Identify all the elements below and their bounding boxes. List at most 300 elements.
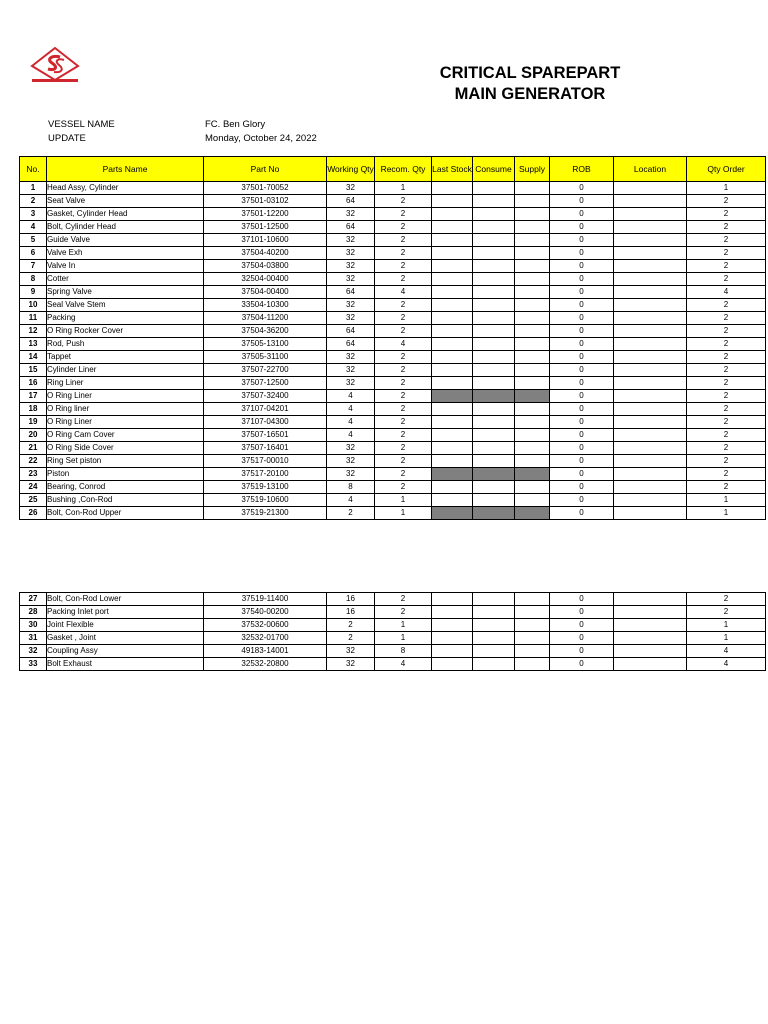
cell-recom-qty: 2 <box>375 351 432 364</box>
cell-qty-order: 1 <box>687 182 766 195</box>
cell-part-no: 37507-12500 <box>204 377 327 390</box>
cell-consume <box>473 312 515 325</box>
cell-supply <box>515 619 550 632</box>
col-header-consume: Consume <box>473 157 515 182</box>
cell-part-no: 37504-03800 <box>204 260 327 273</box>
cell-qty-order: 2 <box>687 221 766 234</box>
cell-last-stock <box>432 593 473 606</box>
cell-location <box>614 351 687 364</box>
table-row <box>20 208 766 221</box>
cell-location <box>614 632 687 645</box>
cell-qty-order: 2 <box>687 312 766 325</box>
cell-part-no: 37505-31100 <box>204 351 327 364</box>
cell-rob: 0 <box>550 593 614 606</box>
cell-consume <box>473 468 515 481</box>
cell-recom-qty: 4 <box>375 658 432 671</box>
cell-part-no: 37501-70052 <box>204 182 327 195</box>
cell-consume <box>473 455 515 468</box>
cell-location <box>614 325 687 338</box>
document-subtitle: MAIN GENERATOR <box>454 85 606 103</box>
update-value: Monday, October 24, 2022 <box>205 133 317 144</box>
cell-last-stock <box>432 507 473 520</box>
cell-consume <box>473 299 515 312</box>
cell-last-stock <box>432 658 473 671</box>
cell-rob: 0 <box>550 234 614 247</box>
cell-part-no: 37507-16501 <box>204 429 327 442</box>
cell-rob: 0 <box>550 645 614 658</box>
cell-parts-name: Bearing, Conrod <box>47 481 204 494</box>
cell-working-qty: 32 <box>327 260 375 273</box>
cell-working-qty: 16 <box>327 593 375 606</box>
cell-last-stock <box>432 312 473 325</box>
cell-location <box>614 455 687 468</box>
cell-consume <box>473 338 515 351</box>
cell-working-qty: 32 <box>327 182 375 195</box>
cell-recom-qty: 2 <box>375 312 432 325</box>
cell-working-qty: 4 <box>327 429 375 442</box>
cell-rob: 0 <box>550 632 614 645</box>
cell-consume <box>473 442 515 455</box>
cell-no: 28 <box>20 606 47 619</box>
cell-last-stock <box>432 260 473 273</box>
cell-working-qty: 32 <box>327 455 375 468</box>
cell-qty-order: 2 <box>687 325 766 338</box>
cell-qty-order: 2 <box>687 377 766 390</box>
table-header-row <box>20 157 766 182</box>
cell-working-qty: 8 <box>327 481 375 494</box>
cell-location <box>614 606 687 619</box>
cell-part-no: 49183-14001 <box>204 645 327 658</box>
cell-part-no: 37107-04300 <box>204 416 327 429</box>
cell-last-stock <box>432 234 473 247</box>
cell-no: 21 <box>20 442 47 455</box>
table-row <box>20 403 766 416</box>
cell-location <box>614 416 687 429</box>
cell-qty-order: 2 <box>687 234 766 247</box>
cell-consume <box>473 632 515 645</box>
cell-consume <box>473 208 515 221</box>
cell-supply <box>515 286 550 299</box>
cell-consume <box>473 351 515 364</box>
cell-working-qty: 32 <box>327 351 375 364</box>
cell-recom-qty: 8 <box>375 645 432 658</box>
cell-rob: 0 <box>550 299 614 312</box>
cell-rob: 0 <box>550 507 614 520</box>
cell-no: 31 <box>20 632 47 645</box>
cell-part-no: 37519-10600 <box>204 494 327 507</box>
cell-last-stock <box>432 468 473 481</box>
cell-working-qty: 32 <box>327 442 375 455</box>
cell-working-qty: 2 <box>327 507 375 520</box>
col-header-rob: ROB <box>550 157 614 182</box>
cell-no: 26 <box>20 507 47 520</box>
cell-qty-order: 2 <box>687 338 766 351</box>
cell-working-qty: 2 <box>327 619 375 632</box>
cell-consume <box>473 416 515 429</box>
cell-parts-name: Rod, Push <box>47 338 204 351</box>
cell-recom-qty: 2 <box>375 208 432 221</box>
cell-parts-name: Bolt, Con-Rod Upper <box>47 507 204 520</box>
cell-location <box>614 247 687 260</box>
cell-no: 7 <box>20 260 47 273</box>
cell-supply <box>515 645 550 658</box>
table-row <box>20 247 766 260</box>
table-row <box>20 442 766 455</box>
cell-no: 19 <box>20 416 47 429</box>
cell-qty-order: 2 <box>687 403 766 416</box>
cell-location <box>614 260 687 273</box>
cell-parts-name: O Ring Cam Cover <box>47 429 204 442</box>
cell-rob: 0 <box>550 208 614 221</box>
cell-working-qty: 32 <box>327 377 375 390</box>
cell-location <box>614 442 687 455</box>
cell-qty-order: 1 <box>687 507 766 520</box>
cell-recom-qty: 2 <box>375 390 432 403</box>
cell-no: 27 <box>20 593 47 606</box>
cell-no: 1 <box>20 182 47 195</box>
table-row <box>20 377 766 390</box>
cell-consume <box>473 273 515 286</box>
cell-recom-qty: 2 <box>375 299 432 312</box>
cell-no: 2 <box>20 195 47 208</box>
cell-supply <box>515 351 550 364</box>
cell-consume <box>473 619 515 632</box>
cell-recom-qty: 1 <box>375 632 432 645</box>
cell-recom-qty: 4 <box>375 338 432 351</box>
cell-working-qty: 64 <box>327 221 375 234</box>
cell-location <box>614 403 687 416</box>
cell-last-stock <box>432 606 473 619</box>
cell-part-no: 37505-13100 <box>204 338 327 351</box>
cell-consume <box>473 494 515 507</box>
cell-qty-order: 2 <box>687 195 766 208</box>
cell-part-no: 37507-16401 <box>204 442 327 455</box>
table-row <box>20 182 766 195</box>
cell-recom-qty: 2 <box>375 247 432 260</box>
cell-no: 15 <box>20 364 47 377</box>
table-row <box>20 221 766 234</box>
cell-qty-order: 2 <box>687 390 766 403</box>
cell-working-qty: 64 <box>327 286 375 299</box>
cell-no: 30 <box>20 619 47 632</box>
cell-supply <box>515 429 550 442</box>
document-title: CRITICAL SPAREPART <box>439 64 621 82</box>
cell-working-qty: 64 <box>327 338 375 351</box>
table-row <box>20 325 766 338</box>
cell-qty-order: 2 <box>687 429 766 442</box>
cell-rob: 0 <box>550 312 614 325</box>
cell-consume <box>473 606 515 619</box>
cell-supply <box>515 507 550 520</box>
cell-recom-qty: 2 <box>375 481 432 494</box>
cell-parts-name: Guide Valve <box>47 234 204 247</box>
cell-supply <box>515 260 550 273</box>
cell-parts-name: Spring Valve <box>47 286 204 299</box>
cell-rob: 0 <box>550 455 614 468</box>
cell-rob: 0 <box>550 325 614 338</box>
table-row <box>20 195 766 208</box>
cell-recom-qty: 2 <box>375 377 432 390</box>
spareparts-table <box>19 156 766 520</box>
cell-last-stock <box>432 632 473 645</box>
cell-part-no: 37507-32400 <box>204 390 327 403</box>
cell-supply <box>515 593 550 606</box>
cell-part-no: 33504-10300 <box>204 299 327 312</box>
cell-working-qty: 4 <box>327 416 375 429</box>
cell-part-no: 37540-00200 <box>204 606 327 619</box>
cell-rob: 0 <box>550 481 614 494</box>
table-row <box>20 416 766 429</box>
cell-part-no: 32532-01700 <box>204 632 327 645</box>
cell-rob: 0 <box>550 494 614 507</box>
cell-supply <box>515 390 550 403</box>
cell-part-no: 37504-36200 <box>204 325 327 338</box>
cell-last-stock <box>432 494 473 507</box>
cell-no: 5 <box>20 234 47 247</box>
cell-supply <box>515 247 550 260</box>
col-header-recom-qty: Recom. Qty <box>375 157 432 182</box>
cell-working-qty: 16 <box>327 606 375 619</box>
cell-qty-order: 2 <box>687 416 766 429</box>
cell-part-no: 37501-12500 <box>204 221 327 234</box>
cell-rob: 0 <box>550 658 614 671</box>
vessel-name-label: VESSEL NAME <box>48 119 115 130</box>
cell-last-stock <box>432 455 473 468</box>
cell-consume <box>473 364 515 377</box>
cell-last-stock <box>432 273 473 286</box>
cell-supply <box>515 208 550 221</box>
cell-qty-order: 2 <box>687 299 766 312</box>
cell-no: 3 <box>20 208 47 221</box>
cell-working-qty: 32 <box>327 658 375 671</box>
cell-qty-order: 2 <box>687 468 766 481</box>
cell-qty-order: 2 <box>687 260 766 273</box>
cell-working-qty: 32 <box>327 247 375 260</box>
cell-rob: 0 <box>550 338 614 351</box>
cell-location <box>614 299 687 312</box>
cell-supply <box>515 442 550 455</box>
cell-parts-name: Packing <box>47 312 204 325</box>
cell-consume <box>473 377 515 390</box>
cell-supply <box>515 481 550 494</box>
col-header-parts-name: Parts Name <box>47 157 204 182</box>
cell-parts-name: Joint Flexible <box>47 619 204 632</box>
cell-location <box>614 364 687 377</box>
table-row <box>20 606 766 619</box>
table-row <box>20 455 766 468</box>
cell-supply <box>515 494 550 507</box>
cell-part-no: 37517-20100 <box>204 468 327 481</box>
cell-rob: 0 <box>550 377 614 390</box>
cell-location <box>614 273 687 286</box>
cell-qty-order: 2 <box>687 455 766 468</box>
cell-recom-qty: 2 <box>375 234 432 247</box>
cell-last-stock <box>432 299 473 312</box>
cell-no: 24 <box>20 481 47 494</box>
cell-location <box>614 234 687 247</box>
cell-last-stock <box>432 364 473 377</box>
cell-parts-name: Valve Exh <box>47 247 204 260</box>
cell-rob: 0 <box>550 442 614 455</box>
cell-location <box>614 338 687 351</box>
cell-parts-name: Coupling Assy <box>47 645 204 658</box>
cell-qty-order: 2 <box>687 208 766 221</box>
cell-rob: 0 <box>550 468 614 481</box>
cell-recom-qty: 1 <box>375 619 432 632</box>
spareparts-table-continued <box>19 592 766 671</box>
table-row <box>20 507 766 520</box>
table-row <box>20 286 766 299</box>
cell-no: 11 <box>20 312 47 325</box>
cell-recom-qty: 2 <box>375 593 432 606</box>
cell-parts-name: Gasket , Joint <box>47 632 204 645</box>
cell-part-no: 37501-03102 <box>204 195 327 208</box>
cell-last-stock <box>432 645 473 658</box>
cell-consume <box>473 390 515 403</box>
cell-no: 8 <box>20 273 47 286</box>
cell-parts-name: O Ring Rocker Cover <box>47 325 204 338</box>
cell-parts-name: O Ring liner <box>47 403 204 416</box>
cell-no: 18 <box>20 403 47 416</box>
cell-location <box>614 658 687 671</box>
cell-supply <box>515 658 550 671</box>
cell-consume <box>473 325 515 338</box>
cell-qty-order: 2 <box>687 606 766 619</box>
col-header-supply: Supply <box>515 157 550 182</box>
table-row <box>20 593 766 606</box>
cell-rob: 0 <box>550 429 614 442</box>
cell-parts-name: O Ring Liner <box>47 390 204 403</box>
cell-recom-qty: 2 <box>375 403 432 416</box>
cell-working-qty: 64 <box>327 195 375 208</box>
cell-recom-qty: 2 <box>375 606 432 619</box>
cell-no: 20 <box>20 429 47 442</box>
cell-no: 14 <box>20 351 47 364</box>
cell-rob: 0 <box>550 247 614 260</box>
cell-part-no: 37504-40200 <box>204 247 327 260</box>
cell-rob: 0 <box>550 182 614 195</box>
cell-working-qty: 2 <box>327 632 375 645</box>
cell-last-stock <box>432 619 473 632</box>
cell-parts-name: Ring Liner <box>47 377 204 390</box>
cell-last-stock <box>432 286 473 299</box>
cell-working-qty: 32 <box>327 364 375 377</box>
cell-recom-qty: 2 <box>375 455 432 468</box>
cell-last-stock <box>432 325 473 338</box>
cell-last-stock <box>432 442 473 455</box>
cell-qty-order: 2 <box>687 442 766 455</box>
cell-last-stock <box>432 208 473 221</box>
cell-part-no: 37504-11200 <box>204 312 327 325</box>
table-row <box>20 429 766 442</box>
cell-rob: 0 <box>550 364 614 377</box>
cell-parts-name: O Ring Side Cover <box>47 442 204 455</box>
col-header-last-stock: Last Stock <box>432 157 473 182</box>
cell-supply <box>515 455 550 468</box>
cell-location <box>614 377 687 390</box>
cell-last-stock <box>432 481 473 494</box>
cell-working-qty: 32 <box>327 645 375 658</box>
cell-consume <box>473 286 515 299</box>
table-row <box>20 260 766 273</box>
cell-recom-qty: 2 <box>375 364 432 377</box>
cell-supply <box>515 468 550 481</box>
cell-location <box>614 593 687 606</box>
table-row <box>20 312 766 325</box>
cell-parts-name: Ring Set piston <box>47 455 204 468</box>
cell-last-stock <box>432 195 473 208</box>
cell-consume <box>473 507 515 520</box>
cell-location <box>614 390 687 403</box>
update-label: UPDATE <box>48 133 86 144</box>
cell-no: 12 <box>20 325 47 338</box>
table-row <box>20 234 766 247</box>
cell-qty-order: 2 <box>687 351 766 364</box>
table-row <box>20 658 766 671</box>
cell-no: 33 <box>20 658 47 671</box>
cell-recom-qty: 2 <box>375 221 432 234</box>
cell-location <box>614 429 687 442</box>
cell-part-no: 32532-20800 <box>204 658 327 671</box>
cell-location <box>614 208 687 221</box>
table-row <box>20 273 766 286</box>
cell-parts-name: Valve In <box>47 260 204 273</box>
cell-qty-order: 2 <box>687 593 766 606</box>
col-header-no: No. <box>20 157 47 182</box>
cell-consume <box>473 221 515 234</box>
cell-rob: 0 <box>550 221 614 234</box>
cell-supply <box>515 416 550 429</box>
table-row <box>20 338 766 351</box>
cell-recom-qty: 2 <box>375 260 432 273</box>
cell-parts-name: Bolt, Cylinder Head <box>47 221 204 234</box>
cell-parts-name: Seat Valve <box>47 195 204 208</box>
cell-parts-name: Seal Valve Stem <box>47 299 204 312</box>
cell-supply <box>515 221 550 234</box>
cell-supply <box>515 364 550 377</box>
cell-recom-qty: 2 <box>375 273 432 286</box>
cell-part-no: 37532-00600 <box>204 619 327 632</box>
cell-rob: 0 <box>550 606 614 619</box>
cell-location <box>614 195 687 208</box>
cell-last-stock <box>432 247 473 260</box>
table-row <box>20 468 766 481</box>
cell-consume <box>473 195 515 208</box>
cell-supply <box>515 234 550 247</box>
table-row <box>20 645 766 658</box>
cell-rob: 0 <box>550 286 614 299</box>
cell-last-stock <box>432 221 473 234</box>
col-header-location: Location <box>614 157 687 182</box>
cell-last-stock <box>432 416 473 429</box>
cell-no: 25 <box>20 494 47 507</box>
cell-consume <box>473 234 515 247</box>
col-header-qty-order: Qty Order <box>687 157 766 182</box>
cell-supply <box>515 299 550 312</box>
cell-recom-qty: 2 <box>375 442 432 455</box>
cell-working-qty: 4 <box>327 403 375 416</box>
cell-consume <box>473 645 515 658</box>
cell-location <box>614 645 687 658</box>
cell-qty-order: 1 <box>687 619 766 632</box>
table-row <box>20 351 766 364</box>
cell-no: 6 <box>20 247 47 260</box>
cell-qty-order: 1 <box>687 494 766 507</box>
cell-recom-qty: 2 <box>375 325 432 338</box>
cell-working-qty: 32 <box>327 468 375 481</box>
cell-part-no: 37519-13100 <box>204 481 327 494</box>
cell-no: 16 <box>20 377 47 390</box>
